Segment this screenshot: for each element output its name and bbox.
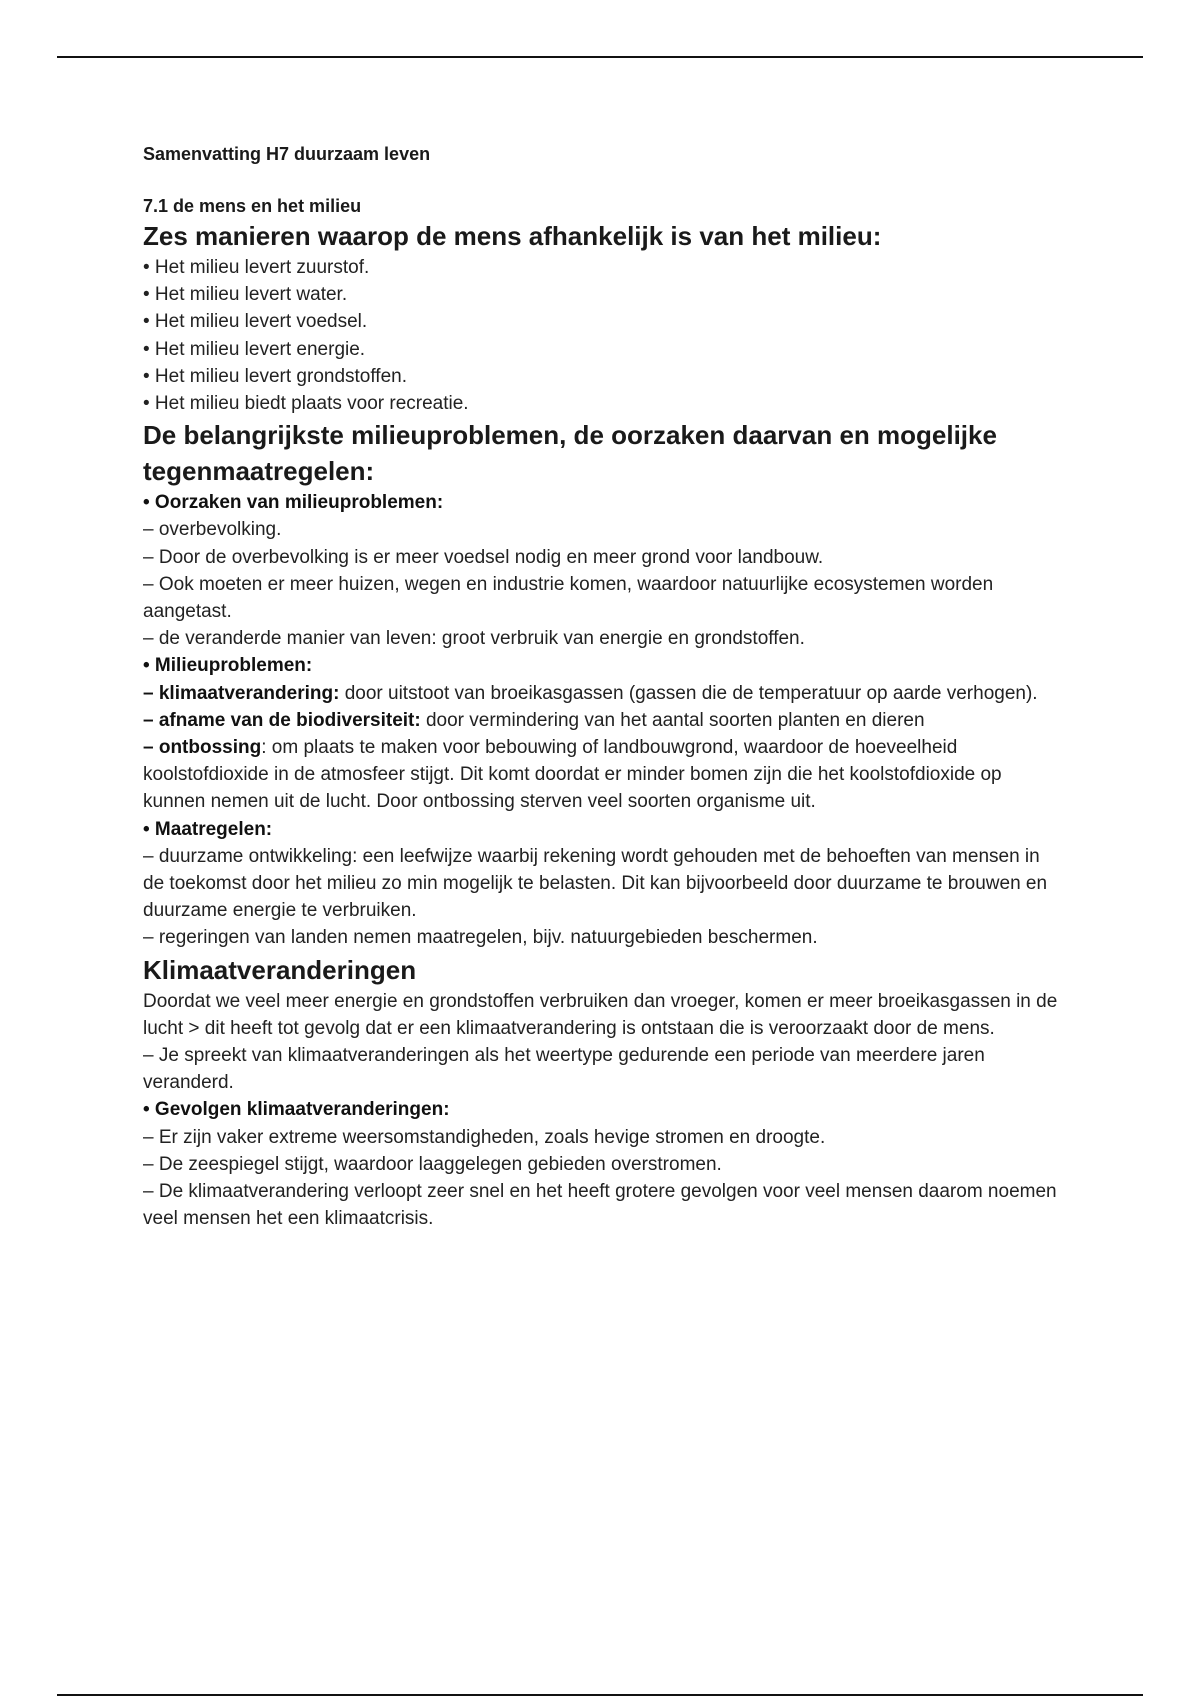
list-item: – Er zijn vaker extreme weersomstandigheden, zoals hevige stromen en droogte. — [143, 1126, 826, 1148]
effects-label: • Gevolgen klimaatveranderingen: — [143, 1099, 450, 1121]
list-item: • Het milieu levert water. — [143, 284, 348, 306]
problem-label: – klimaatverandering: — [143, 682, 340, 704]
list-item: • Het milieu levert energie. — [143, 338, 366, 360]
list-item: – De klimaatverandering verloopt zeer snel en het heeft grotere gevolgen voor veel mensen daarom noemen veel mensen het een klimaatcrisis. — [143, 1181, 1057, 1230]
list-item: – Ook moeten er meer huizen, wegen en industrie komen, waardoor natuurlijke ecosystemen worden aangetast. — [143, 573, 994, 623]
problem-label: – afname van de biodiversiteit: — [143, 709, 421, 731]
problems-label: • Milieuproblemen: — [143, 655, 313, 677]
problem-deforestation — [143, 734, 1063, 816]
list-item: • Het milieu levert grondstoffen. — [143, 365, 407, 387]
bottom-rule — [57, 1694, 1143, 1696]
section-heading-problems: De belangrijkste milieuproblemen, de oorzaken daarvan en mogelijke tegenmaatregelen: — [143, 420, 997, 487]
list-item: – de veranderde manier van leven: groot verbruik van energie en grondstoffen. — [143, 628, 805, 650]
list-item: • Het milieu biedt plaats voor recreatie. — [143, 393, 469, 415]
climate-intro: Doordat we veel meer energie en grondstoffen verbruiken dan vroeger, komen er meer broeikasgassen in de lucht > dit heeft tot gevolg dat er een klimaatverandering is ontstaan die is veroorzaakt door de mens. — [143, 990, 1058, 1039]
top-rule — [57, 56, 1143, 58]
problem-text: door vermindering van het aantal soorten planten en dieren — [420, 709, 925, 731]
document-body — [143, 142, 1063, 1233]
climate-note: – Je spreekt van klimaatveranderingen als het weertype gedurende een periode van meerdere jaren veranderd. — [143, 1045, 985, 1094]
section-heading-dependence: Zes manieren waarop de mens afhankelijk is van het milieu: — [143, 221, 882, 251]
list-item: – duurzame ontwikkeling: een leefwijze waarbij rekening wordt gehouden met de behoeften van mensen in de toekomst door het milieu zo min mogelijk te belasten. Dit kan bijvoorbeeld door duurzame te brouwen en duurzame energie te verbruiken. — [143, 845, 1048, 922]
list-item: – overbevolking. — [143, 519, 282, 541]
list-item: – regeringen van landen nemen maatregelen, bijv. natuurgebieden beschermen. — [143, 927, 818, 949]
list-item: – De zeespiegel stijgt, waardoor laaggelegen gebieden overstromen. — [143, 1153, 722, 1175]
problem-climate — [143, 680, 1063, 707]
problem-biodiversity — [143, 707, 1063, 734]
list-item: • Het milieu levert zuurstof. — [143, 257, 370, 278]
problem-label: – ontbossing — [143, 737, 262, 759]
list-item: – Door de overbevolking is er meer voedsel nodig en meer grond voor landbouw. — [143, 546, 824, 568]
problem-text: : om plaats te maken voor bebouwing of landbouwgrond, waardoor de hoeveelheid koolstofdioxide in de atmosfeer stijgt. Dit komt doordat er minder bomen zijn die het koolstofdioxide op kunnen nemen uit de lucht. Door ontbossing sterven veel soorten organisme uit. — [143, 737, 1002, 813]
chapter-subtitle: 7.1 de mens en het milieu — [143, 196, 362, 216]
causes-label: • Oorzaken van milieuproblemen: — [143, 492, 444, 514]
document-title: Samenvatting H7 duurzaam leven — [143, 144, 431, 164]
list-item: • Het milieu levert voedsel. — [143, 311, 368, 333]
problem-text: door uitstoot van broeikasgassen (gassen die de temperatuur op aarde verhogen). — [339, 682, 1038, 704]
dependence-list — [143, 254, 1063, 417]
measures-label: • Maatregelen: — [143, 818, 273, 840]
section-heading-climate: Klimaatveranderingen — [143, 954, 417, 985]
